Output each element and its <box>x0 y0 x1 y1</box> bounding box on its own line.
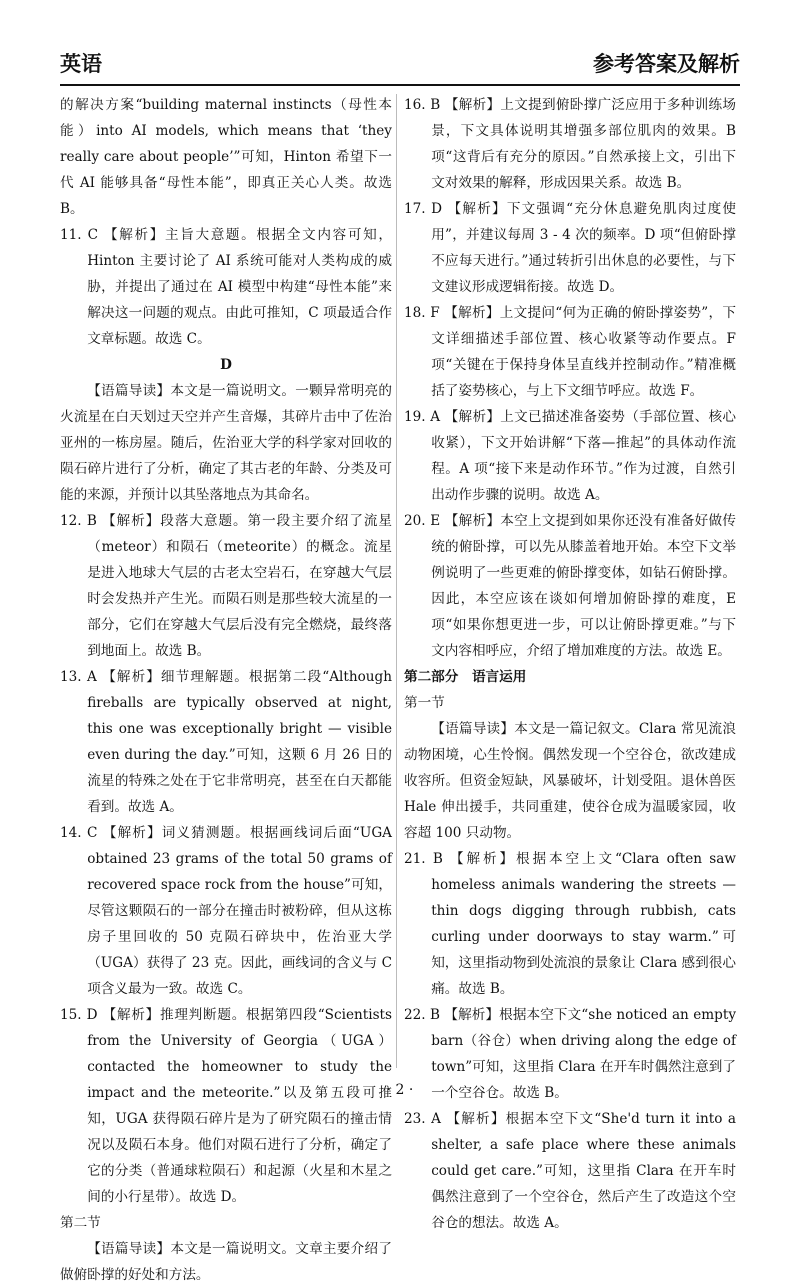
answer-14: 14. C 【解析】词义猜测题。根据画线词后面“UGA obtained 23 grams of the total 50 grams of recovered space rock from the house”可知，尽管这颗陨石的一部分在撞击时被粉碎，但从这栋房子里回收的 50 克陨石碎块中，佐治亚大学（UGA）获得了 23 克。因此，画线词的含义与 C 项含义最为一致。故选 C。 <box>60 825 392 997</box>
left-column <box>60 92 392 1288</box>
answer-13: 13. A 【解析】细节理解题。根据第二段“Although fireballs are typically observed at night, this one was exceptionally bright — visible even during the day.”可知，这颗 6 月 26 日的流星的特殊之处在于它非常明亮，甚至在白天都能看到。故选 A。 <box>60 669 392 815</box>
answer-16: 16. B 【解析】上文提到俯卧撑广泛应用于多种训练场景，下文具体说明其增强多部位肌肉的效果。B 项“这背后有充分的原因。”自然承接上文，引出下文对效果的解释，形成因果关系。故选 B。 <box>404 97 736 191</box>
header-title: 参考答案及解析 <box>593 51 740 76</box>
page-header <box>60 52 740 86</box>
answer-12: 12. B 【解析】段落大意题。第一段主要介绍了流星（meteor）和陨石（meteorite）的概念。流星是进入地球大气层的古老太空岩石，在穿越大气层时会发热并产生光。而陨石则是那些较大流星的一部分，它们在穿越大气层后没有完全燃烧，最终落到地面上。故选 B。 <box>60 513 392 659</box>
section-1-heading: 第一节 <box>404 695 445 711</box>
section-2-heading: 第二节 <box>60 1215 101 1231</box>
answer-17: 17. D 【解析】下文强调“充分休息避免肌肉过度使用”，并建议每周 3 - 4 次的频率。D 项“但俯卧撑不应每天进行。”通过转折引出休息的必要性，与下文建议形成逻辑衔接。故选 D。 <box>404 201 736 295</box>
column-divider <box>396 94 397 1068</box>
subject-label: 英语 <box>60 51 102 76</box>
passage-guide-d: 【语篇导读】本文是一篇说明文。一颗异常明亮的火流星在白天划过天空并产生音爆，其碎片击中了佐治亚州的一栋房屋。随后，佐治亚大学的科学家对回收的陨石碎片进行了分析，确定了其古老的年龄、分类及可能的来源，并预计以其坠落地点为其命名。 <box>60 383 392 503</box>
answer-22: 22. B 【解析】根据本空下文“she noticed an empty barn（谷仓）when driving along the edge of town”可知，这里指 Clara 在开车时偶然注意到了一个空谷仓。故选 B。 <box>404 1007 736 1101</box>
passage-guide-2: 【语篇导读】本文是一篇说明文。文章主要介绍了做俯卧撑的好处和方法。 <box>60 1241 392 1283</box>
answer-15: 15. D 【解析】推理判断题。根据第四段“Scientists from the University of Georgia（UGA）contacted the homeowner to study the impact and the meteorite.”以及第五段可推知，UGA 获得陨石碎片是为了研究陨石的撞击情况以及陨石本身。他们对陨石进行了分析，确定了它的分类（普通球粒陨石）和起源（火星和木星之间的小行星带）。故选 D。 <box>60 1007 392 1205</box>
answer-11: 11. C 【解析】主旨大意题。根据全文内容可知，Hinton 主要讨论了 AI 系统可能对人类构成的威胁，并提出了通过在 AI 模型中构建“母性本能”来解决这一问题的观点。由此可推知，C 项最适合作文章标题。故选 C。 <box>60 227 392 347</box>
page-number: · 2 · <box>386 1082 414 1098</box>
section-d-heading: D <box>220 357 232 373</box>
answer-19: 19. A 【解析】上文已描述准备姿势（手部位置、核心收紧），下文开始讲解“下落—推起”的具体动作流程。A 项“接下来是动作环节。”作为过渡，自然引出动作步骤的说明。故选 A。 <box>404 409 736 503</box>
passage-guide-1: 【语篇导读】本文是一篇记叙文。Clara 常见流浪动物困境，心生怜悯。偶然发现一个空谷仓，欲改建成收容所。但资金短缺，风暴破坏，计划受阻。退休兽医 Hale 伸出援手，共同重建，使谷仓成为温暖家园，收容超 100 只动物。 <box>404 721 736 841</box>
part-2-heading: 第二部分 语言运用 <box>404 669 527 685</box>
answer-18: 18. F 【解析】上文提问“何为正确的俯卧撑姿势”，下文详细描述手部位置、核心收紧等动作要点。F 项“关键在于保持身体呈直线并控制动作。”精准概括了姿势核心，与上下文细节呼应。故选 F。 <box>404 305 736 399</box>
right-column <box>404 92 736 1236</box>
answer-20: 20. E 【解析】本空上文提到如果你还没有准备好做传统的俯卧撑，可以先从膝盖着地开始。本空下文举例说明了一些更难的俯卧撑变体，如钻石俯卧撑。因此，本空应该在谈如何增加俯卧撑的难度，E 项“如果你想更进一步，可以让俯卧撑更难。”与下文内容相呼应，介绍了增加难度的方法。故选 E。 <box>404 513 736 659</box>
answer-21: 21. B 【解析】根据本空上文“Clara often saw homeless animals wandering the streets — thin dogs digging through rubbish, cats curling under doorways to stay warm.”可知，这里指动物到处流浪的景象让 Clara 感到很心痛。故选 B。 <box>404 851 736 997</box>
answer-continuation: 的解决方案“building maternal instincts（母性本能）into AI models, which means that ‘they really care about people’”可知，Hinton 希望下一代 AI 能够具备“母性本能”，即真正关心人类。故选 B。 <box>60 97 392 217</box>
answer-23: 23. A 【解析】根据本空下文“She'd turn it into a shelter, a safe place where these animals could get care.”可知，这里指 Clara 在开车时偶然注意到了一个空谷仓，然后产生了改造这个空谷仓的想法。故选 A。 <box>404 1111 736 1231</box>
